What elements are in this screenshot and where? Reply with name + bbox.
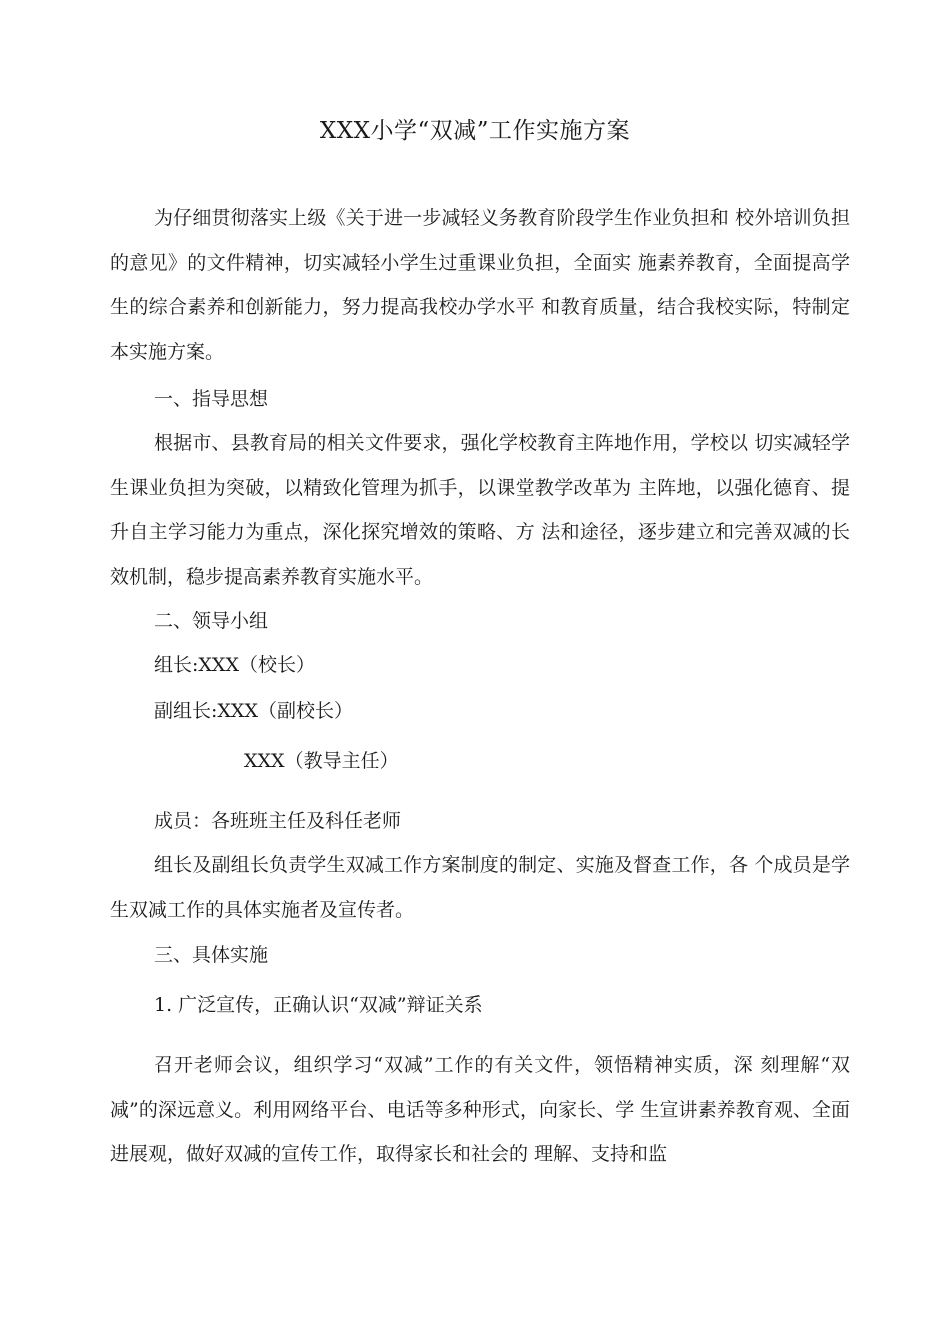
deputy-leader-second-line: XXX（教导主任） — [244, 750, 399, 772]
section-heading-leadership-group: 二、领导小组 — [154, 610, 269, 632]
item1-heading: 1. 广泛宣传，正确认识“双减”辩证关系 — [154, 994, 483, 1016]
item1-paragraph: 召开老师会议，组织学习“双减”工作的有关文件，领悟精神实质，深 刻理解“双减”的深远意义。利用网络平台、电话等多种形式，向家长、学 生宣讲素养教育观、全面进展观，做好双减的宣传工作，取得家长和社会的 理解、支持和监 — [110, 1054, 850, 1165]
document-title: XXX小学“双减”工作实施方案 — [319, 118, 631, 144]
section-heading-guiding-ideology: 一、指导思想 — [154, 388, 269, 410]
leader-line: 组长:XXX（校长） — [154, 654, 315, 676]
deputy-leader-line: 副组长:XXX（副校长） — [154, 700, 353, 722]
guiding-ideology-paragraph: 根据市、县教育局的相关文件要求，强化学校教育主阵地作用，学校以 切实减轻学生课业负担为突破，以精致化管理为抓手，以课堂教学改革为 主阵地，以强化德育、提升自主学习能力为重点，深化探究增效的策略、方 法和途径，逐步建立和完善双减的长效机制，稳步提高素养教育实施水平。 — [110, 432, 850, 588]
intro-paragraph: 为仔细贯彻落实上级《关于进一步减轻义务教育阶段学生作业负担和 校外培训负担的意见》的文件精神，切实减轻小学生过重课业负担，全面实 施素养教育，全面提高学生的综合素养和创新能力，努力提高我校办学水平 和教育质量，结合我校实际，特制定本实施方案。 — [110, 207, 850, 363]
duties-paragraph: 组长及副组长负责学生双减工作方案制度的制定、实施及督查工作，各 个成员是学生双减工作的具体实施者及宣传者。 — [110, 854, 850, 921]
section-heading-implementation: 三、具体实施 — [154, 944, 269, 966]
members-line: 成员：各班班主任及科任老师 — [154, 810, 402, 832]
